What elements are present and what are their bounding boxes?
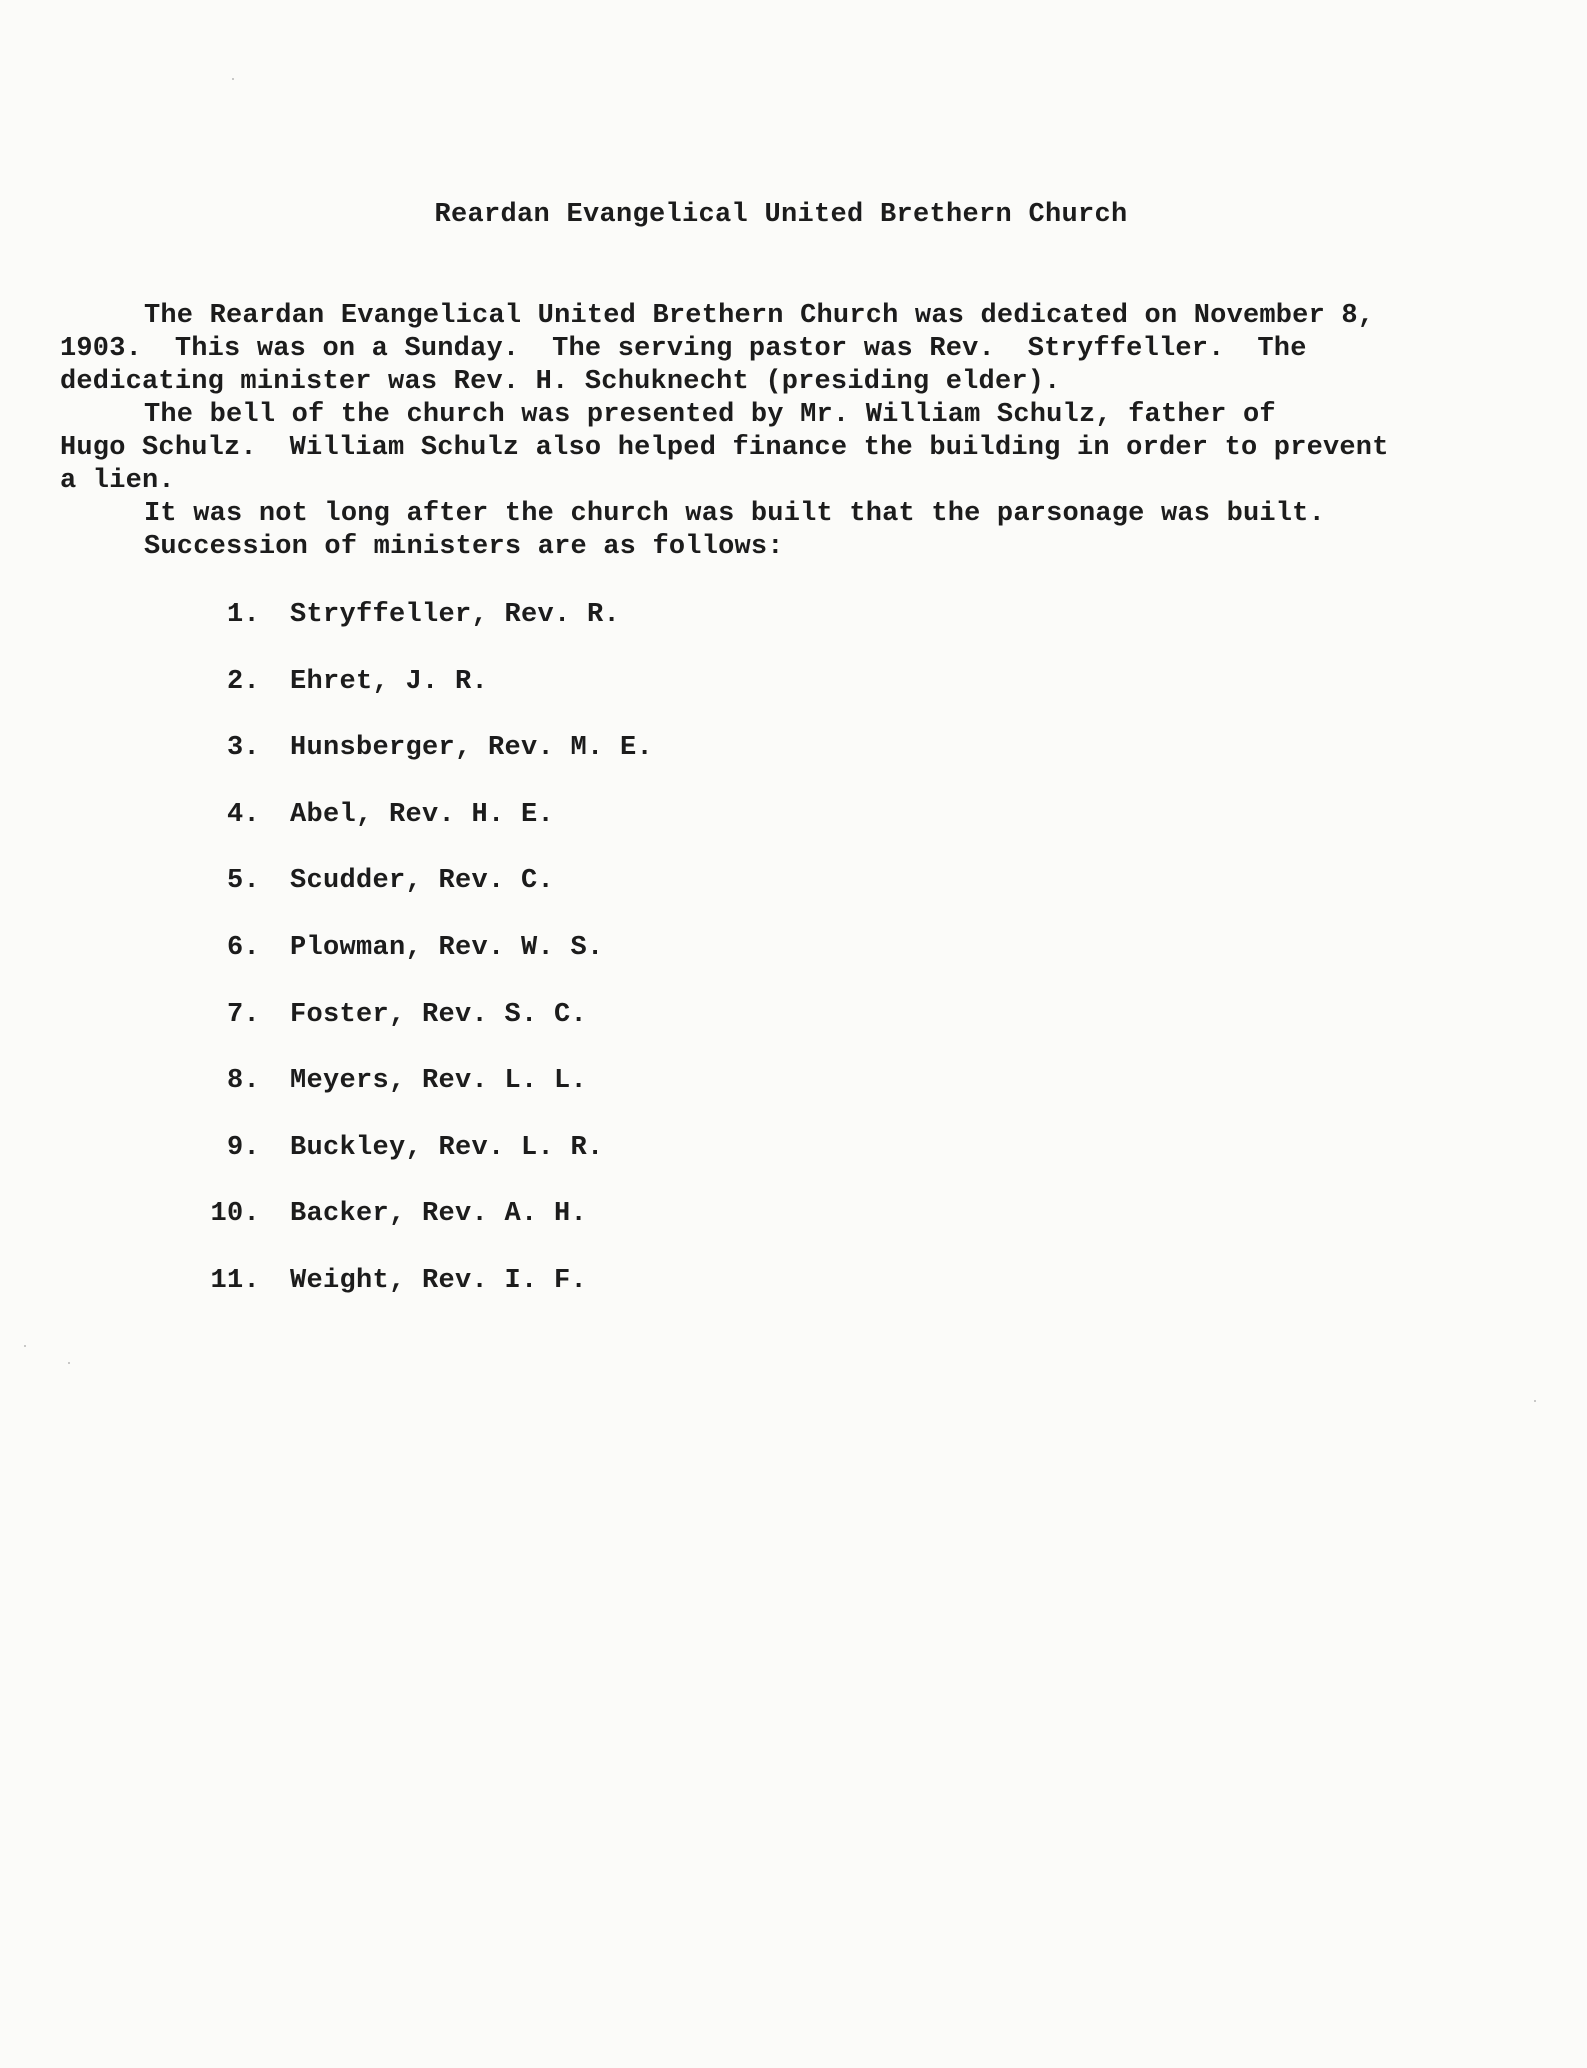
list-item <box>195 1133 795 1200</box>
list-number: 7. <box>226 999 260 1030</box>
list-number: 5. <box>226 866 260 897</box>
paper-speck <box>24 1345 26 1347</box>
ministers-list <box>195 600 795 1333</box>
list-item <box>195 667 795 734</box>
minister-name: Backer, Rev. A. H. <box>290 1199 588 1230</box>
list-item <box>195 800 795 867</box>
document-title: Reardan Evangelical United Brethern Church <box>434 200 1128 230</box>
list-item <box>195 1066 795 1133</box>
list-item <box>195 1000 795 1067</box>
minister-name: Abel, Rev. H. E. <box>290 799 555 830</box>
list-item <box>195 1199 795 1266</box>
list-number: 4. <box>226 799 260 830</box>
paragraph-line: The Reardan Evangelical United Brethern Church was dedicated on November 8, <box>144 301 1375 331</box>
list-number: 3. <box>226 733 260 764</box>
minister-name: Foster, Rev. S. C. <box>290 999 588 1030</box>
minister-name: Ehret, J. R. <box>290 666 489 697</box>
list-item <box>195 866 795 933</box>
list-number: 8. <box>226 1066 260 1097</box>
paragraph-line: Succession of ministers are as follows: <box>144 532 784 562</box>
list-number: 11. <box>210 1265 260 1296</box>
paragraph-line: Hugo Schulz. William Schulz also helped finance the building in order to prevent <box>60 433 1389 463</box>
paragraph-line: 1903. This was on a Sunday. The serving pastor was Rev. Stryffeller. The <box>60 334 1307 364</box>
paragraph-line: dedicating minister was Rev. H. Schuknecht (presiding elder). <box>60 367 1061 397</box>
minister-name: Scudder, Rev. C. <box>290 866 555 897</box>
paragraph-line: a lien. <box>60 466 175 496</box>
list-item <box>195 1266 795 1333</box>
history-paragraph <box>60 300 1450 564</box>
paragraph-line: It was not long after the church was built that the parsonage was built. <box>144 499 1325 529</box>
minister-name: Hunsberger, Rev. M. E. <box>290 733 654 764</box>
minister-name: Stryffeller, Rev. R. <box>290 600 621 630</box>
paper-speck <box>1534 1400 1536 1402</box>
list-number: 9. <box>226 1132 260 1163</box>
list-item <box>195 733 795 800</box>
list-number: 6. <box>226 932 260 963</box>
minister-name: Plowman, Rev. W. S. <box>290 932 604 963</box>
minister-name: Buckley, Rev. L. R. <box>290 1132 604 1163</box>
minister-name: Meyers, Rev. L. L. <box>290 1066 588 1097</box>
minister-name: Weight, Rev. I. F. <box>290 1265 588 1296</box>
list-item <box>195 933 795 1000</box>
paper-speck <box>68 1362 70 1364</box>
list-item <box>195 600 795 667</box>
paper-speck <box>232 78 234 80</box>
paragraph-line: The bell of the church was presented by Mr. William Schulz, father of <box>144 400 1276 430</box>
list-number: 2. <box>226 666 260 697</box>
list-number: 10. <box>210 1199 260 1230</box>
list-number: 1. <box>226 600 260 630</box>
